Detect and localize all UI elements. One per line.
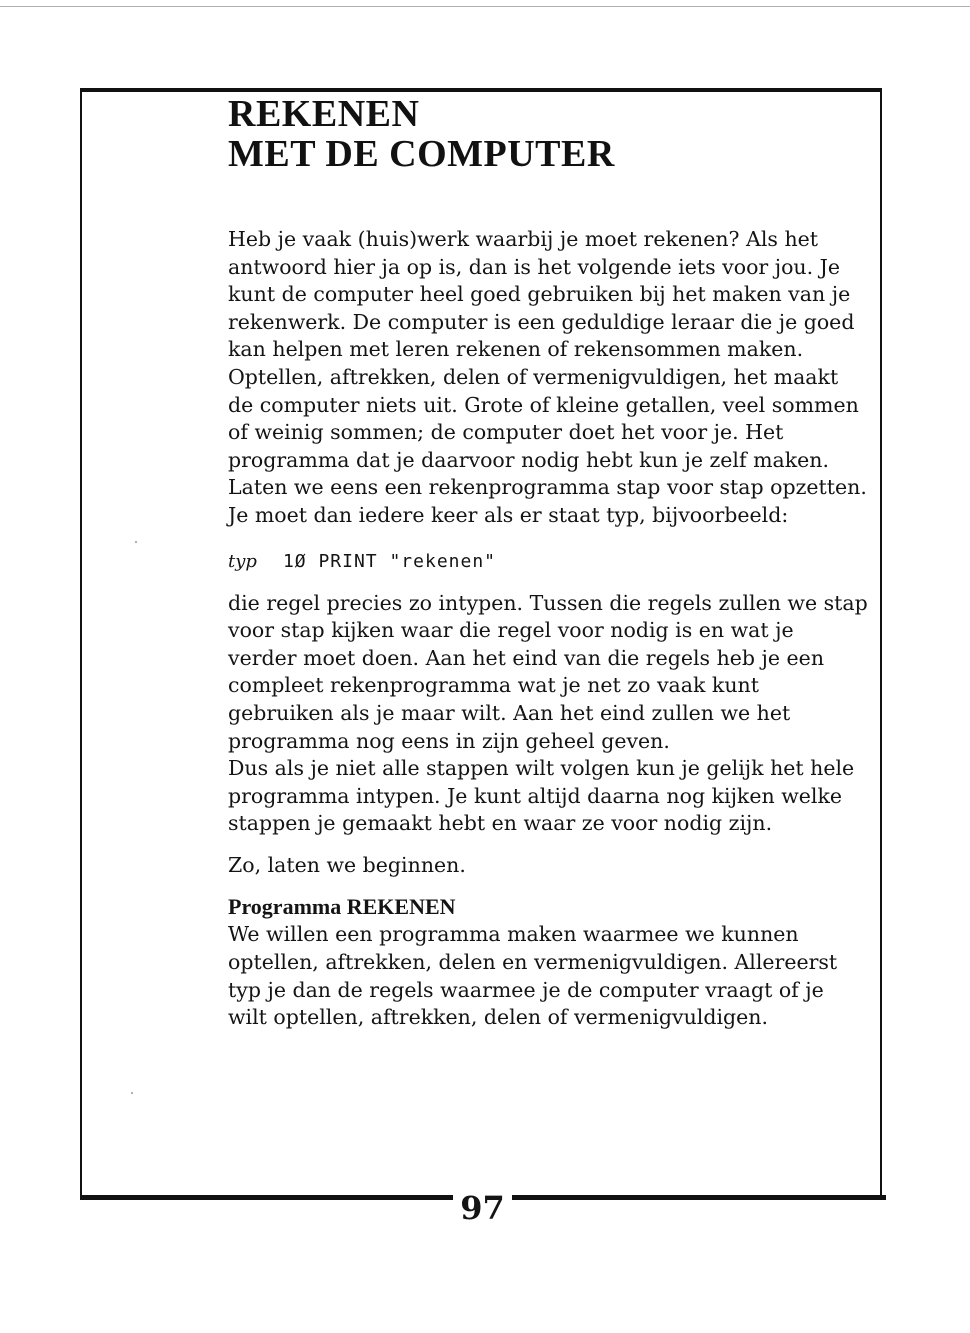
section-heading: Programma REKENEN bbox=[228, 894, 456, 920]
bottom-rule-right bbox=[512, 1195, 886, 1200]
example-keyword: typ bbox=[228, 550, 257, 572]
example-code: 1Ø PRINT "rekenen" bbox=[282, 550, 497, 572]
chapter-title-line-1: REKENEN bbox=[228, 93, 420, 135]
start-paragraph: Zo, laten we beginnen. bbox=[228, 852, 466, 877]
section-paragraph: We willen een programma maken waarmee we kunnen optellen, aftrekken, delen en vermenigvuldigen. Allereerst typ je dan de regels waarmee je de computer vraagt of je wilt optellen, aftrekken, delen of vermenigvuldigen. bbox=[228, 922, 838, 1030]
chapter-title bbox=[228, 94, 615, 174]
intro-paragraph: Heb je vaak (huis)werk waarbij je moet rekenen? Als het antwoord hier ja op is, dan is het volgende iets voor jou. Je kunt de computer heel goed gebruiken bij het maken van je rekenwerk. De computer is een geduldige leraar die je goed kan helpen met leren rekenen of rekensommen maken. Optellen, aftrekken, delen of vermenigvuldigen, het maakt de computer niets uit. Grote of kleine getallen, veel sommen of weinig sommen; de computer doet het voor je. Het programma dat je daarvoor nodig hebt kun je zelf maken. Laten we eens een rekenprogramma stap voor stap opzetten. Je moet dan iedere keer als er staat typ, bijvoorbeeld: bbox=[228, 227, 867, 527]
body-text bbox=[228, 226, 868, 1032]
scan-speck bbox=[131, 1092, 133, 1094]
shortcut-paragraph: Dus als je niet alle stappen wilt volgen kun je gelijk het hele programma intypen. Je kunt altijd daarna nog kijken welke stappen je gemaakt hebt en waar ze voor nodig zijn. bbox=[228, 756, 855, 836]
scan-edge-line bbox=[0, 6, 970, 7]
bottom-rule-left bbox=[80, 1195, 453, 1200]
explanation-paragraph: die regel precies zo intypen. Tussen die regels zullen we stap voor stap kijken waar die regel voor nodig is en wat je verder moet doen. Aan het eind van die regels heb je een compleet rekenprogramma wat je net zo vaak kunt gebruiken als je maar wilt. Aan het eind zullen we het programma nog eens in zijn geheel geven. bbox=[228, 590, 868, 753]
page-number: 97 bbox=[460, 1189, 505, 1227]
example-line bbox=[228, 548, 868, 576]
chapter-title-line-2: MET DE COMPUTER bbox=[228, 133, 615, 175]
scan-speck bbox=[135, 541, 137, 543]
